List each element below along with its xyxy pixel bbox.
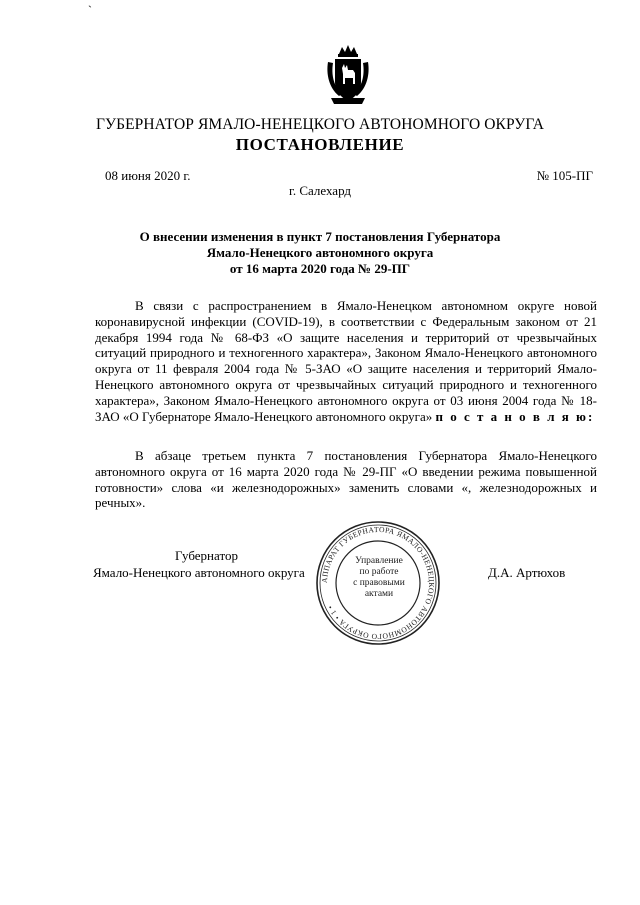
document-number: № 105-ПГ: [536, 168, 593, 183]
paragraph-text: В связи с распространением в Ямало-Ненецком автономном округе новой коронавирусной инфекции (COVID-19), в соответствии с Федеральным законом от 21 декабря 1994 года № 68-ФЗ «О защите населения и территорий от чрезвычайных ситуаций природного и техногенного характера», Законом Ямало-Ненецкого автономного округа от 11 февраля 2004 года № 5-ЗАО «О защите населения и территорий Ямало-Ненецкого автономного округа от чрезвычайных ситуаций природного и техногенного характера», Законом Ямало-Ненецкого автономного округа от 03 июня 2004 года № 18-ЗАО «О Губернаторе Ямало-Ненецкого автономного округа»: [95, 298, 597, 424]
stamp-line: Управление: [355, 556, 403, 566]
document-city: г. Салехард: [288, 183, 352, 198]
body-paragraph-1: [95, 298, 597, 424]
stamp-line: актами: [364, 589, 394, 599]
decree-word: п о с т а н о в л я ю:: [435, 408, 595, 424]
body-paragraph-2: [95, 448, 597, 511]
stamp-line: по работе: [359, 567, 399, 577]
document-title: [0, 229, 640, 277]
stamp-line: с правовыми: [353, 578, 405, 588]
organization-title: ГУБЕРНАТОР ЯМАЛО-НЕНЕЦКОГО АВТОНОМНОГО ОКРУГА: [95, 116, 545, 133]
stamp-ring-text: АППАРАТ ГУБЕРНАТОРА ЯМАЛО-НЕНЕЦКОГО АВТОНОМНОГО ОКРУГА • 1 •: [319, 524, 437, 642]
stray-mark: `: [88, 3, 92, 17]
signer-position-line2: Ямало-Ненецкого автономного округа: [93, 565, 305, 580]
stamp-inner-text: [345, 556, 413, 600]
title-line: Ямало-Ненецкого автономного округа: [206, 245, 434, 260]
paragraph-text: В абзаце третьем пункта 7 постановления Губернатора Ямало-Ненецкого автономного округа от 16 марта 2020 года № 29-ПГ «О введении режима повышенной готовности» слова «и железнодорожных» заменить словами «, железнодорожных и речных».: [95, 448, 597, 511]
coat-of-arms-emblem-icon: [325, 44, 371, 106]
signer-position-line1: Губернатор: [175, 548, 238, 563]
document-date: 08 июня 2020 г.: [105, 168, 191, 183]
document-type: ПОСТАНОВЛЕНИЕ: [235, 135, 405, 154]
signer-name: Д.А. Артюхов: [488, 565, 566, 580]
title-line: от 16 марта 2020 года № 29-ПГ: [229, 261, 411, 276]
title-line: О внесении изменения в пункт 7 постановления Губернатора: [139, 229, 501, 244]
